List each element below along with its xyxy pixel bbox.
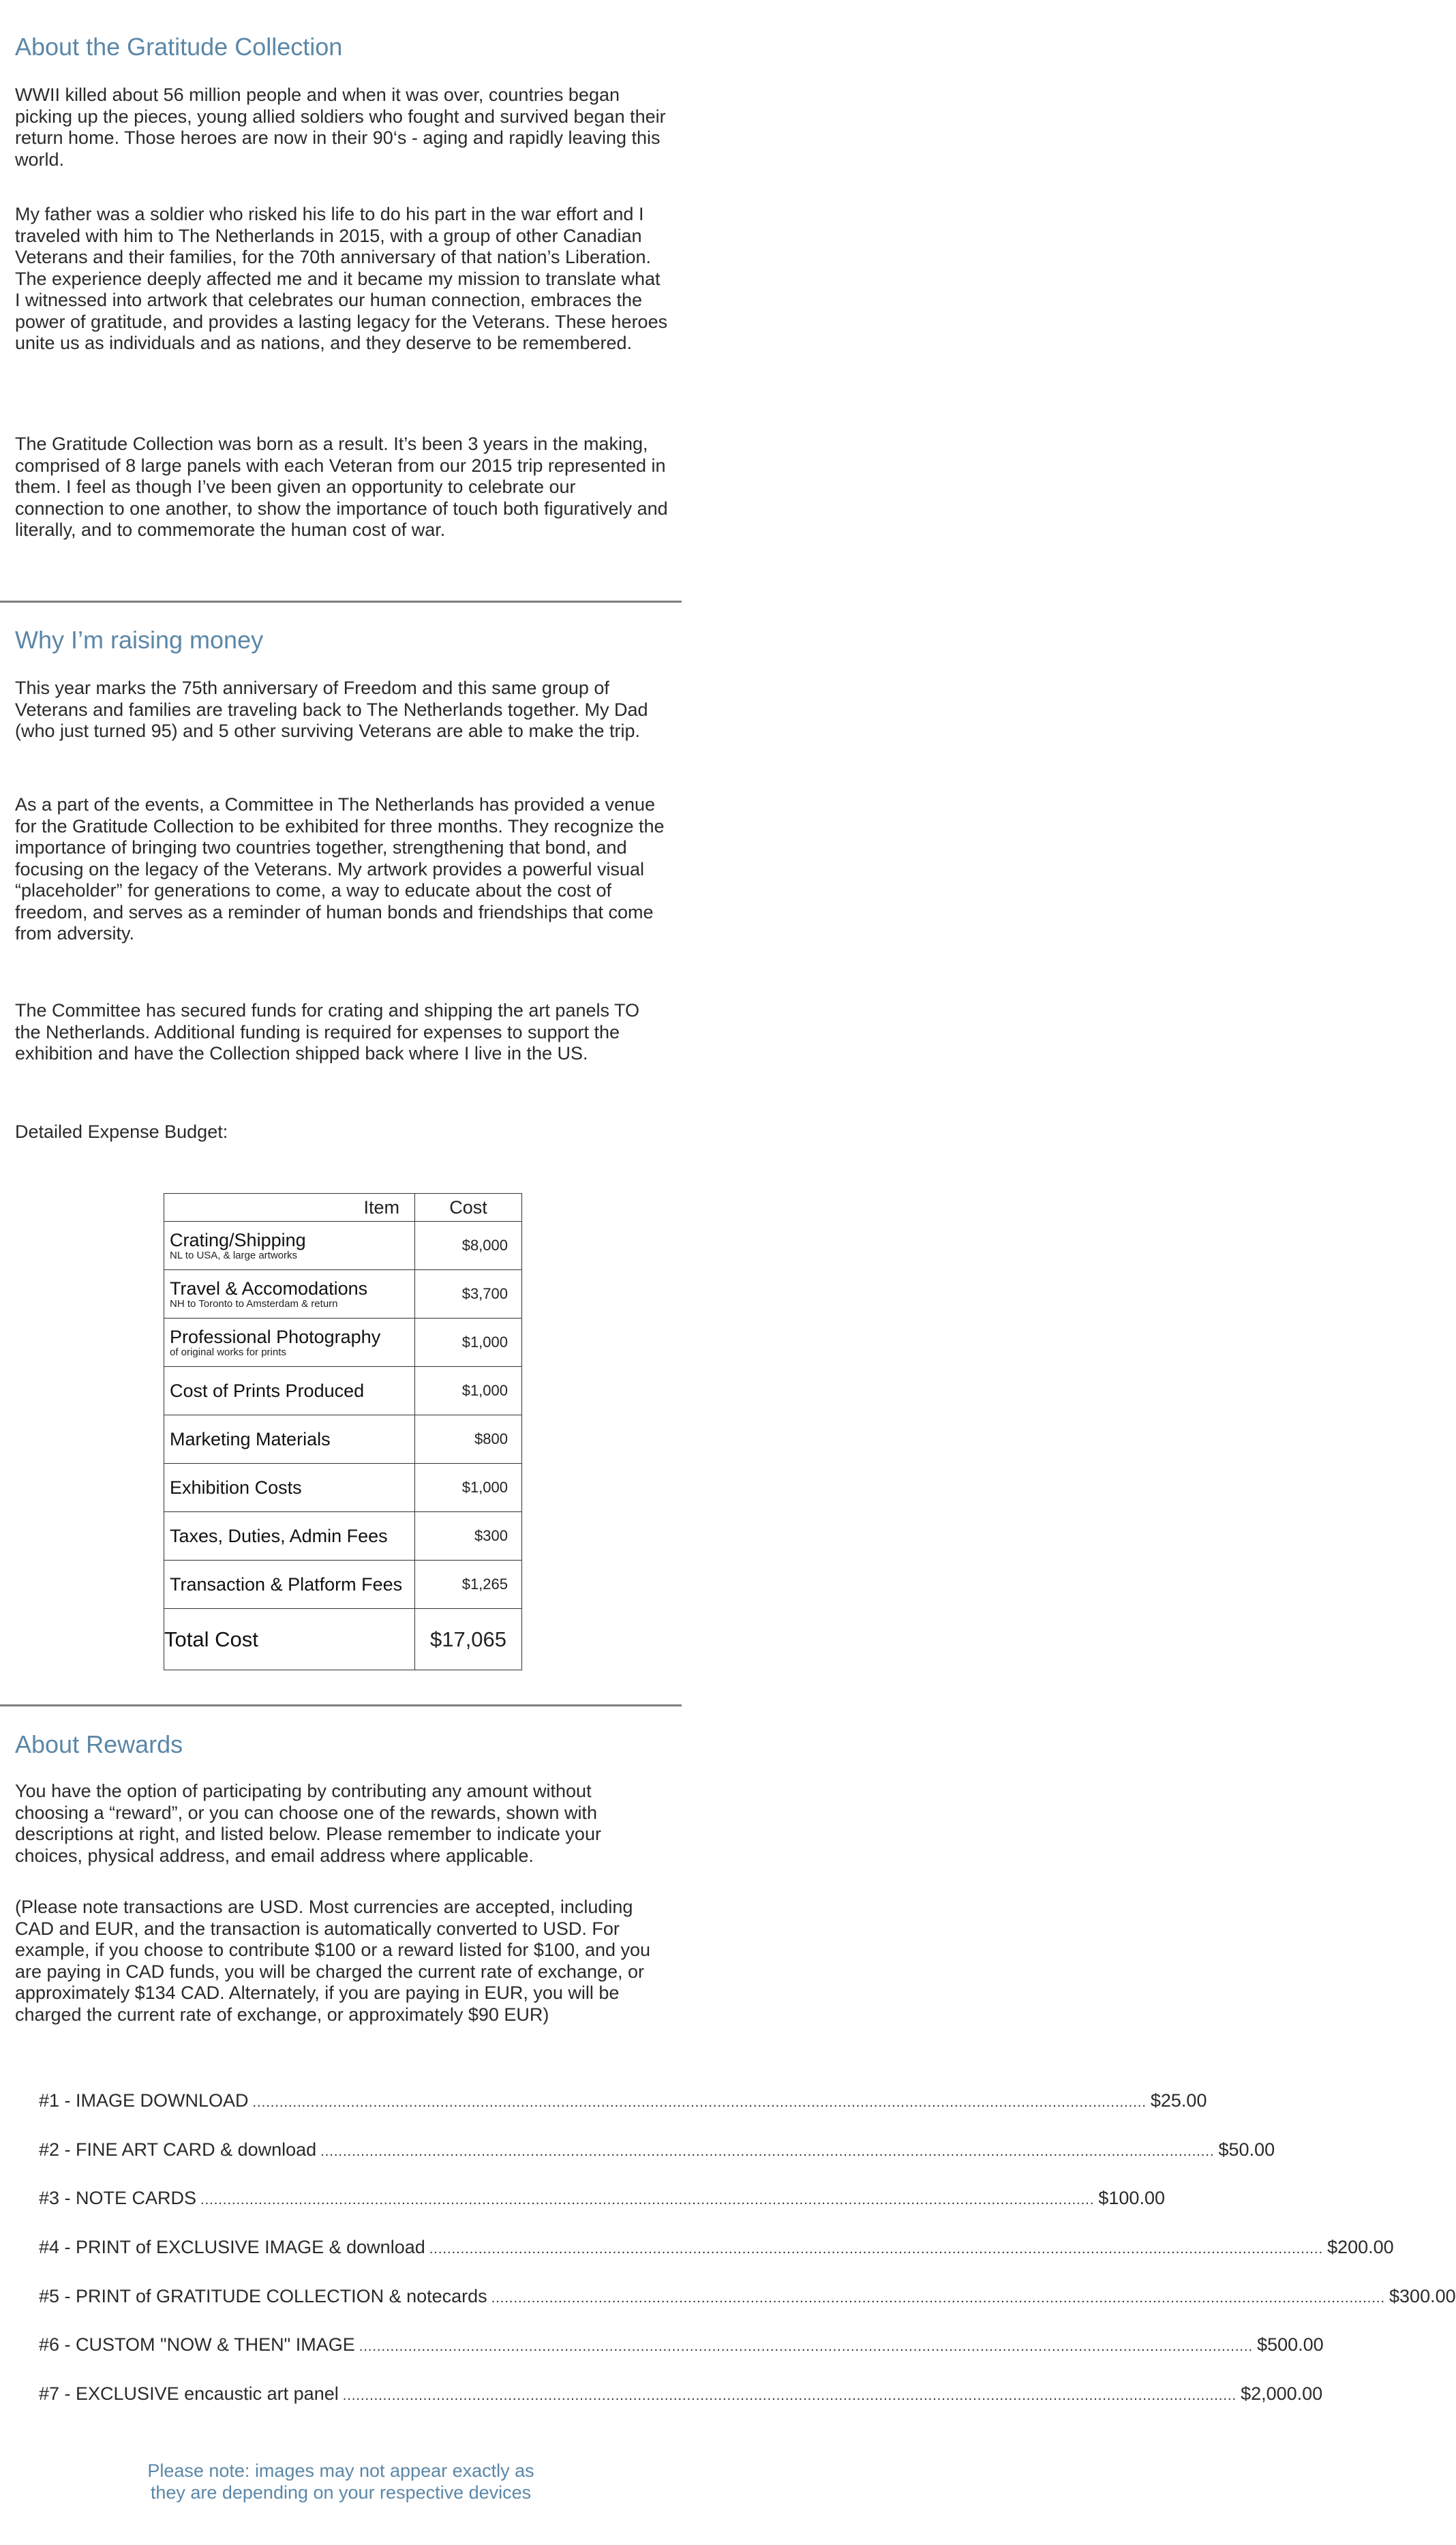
about-rewards-heading: About Rewards — [15, 1730, 183, 1758]
reward-price: $300.00 — [1389, 2286, 1456, 2306]
dot-leader: ........................................................................................................................................................................................................ — [252, 2095, 1147, 2110]
reward-label: #6 - CUSTOM "NOW & THEN" IMAGE — [39, 2334, 355, 2355]
rewards-paragraph-2: (Please note transactions are USD. Most currencies are accepted, including CAD and EUR, and the transaction is automatically converted to USD. For example, if you choose to contribute $100 or a reward listed for $100, and you are paying in CAD funds, you will be charged the current rate of exchange, or approximately $134 CAD. Alternately, if you are paying in EUR, you will be charged the current rate of exchange, or approximately $90 EUR) — [15, 1897, 651, 2025]
budget-item-cost: $1,000 — [415, 1367, 522, 1415]
budget-item-label: Cost of Prints Produced — [170, 1381, 365, 1401]
about-paragraph-1: WWII killed about 56 million people and when it was over, countries began picking up the pieces, young allied soldiers who fought and survived began their return home. Those heroes are now in their 90‘s - aging and rapidly leaving this world. — [15, 85, 666, 170]
budget-item-label: Taxes, Duties, Admin Fees — [170, 1526, 388, 1546]
budget-item-cost: $3,700 — [415, 1270, 522, 1319]
reward-price: $200.00 — [1327, 2237, 1394, 2257]
dot-leader: ........................................................................................................................................................................................................ — [429, 2242, 1324, 2257]
reward-price: $100.00 — [1098, 2188, 1165, 2208]
reward-price: $500.00 — [1257, 2334, 1324, 2355]
budget-item-cost: $1,265 — [415, 1561, 522, 1609]
reward-label: #2 - FINE ART CARD & download — [39, 2139, 317, 2160]
raising-money-heading: Why I’m raising money — [15, 626, 264, 654]
expense-budget-table — [164, 1193, 522, 1670]
rewards-paragraph-1: You have the option of participating by contributing any amount without choosing a “reward”, or you can choose one of the rewards, shown with descriptions at right, and listed below. Please remember to indicate your choices, physical address, and email address where applicable. — [15, 1781, 601, 1866]
reward-price: $2,000.00 — [1241, 2383, 1323, 2404]
reward-label: #7 - EXCLUSIVE encaustic art panel — [39, 2383, 339, 2404]
budget-item-label: Marketing Materials — [170, 1429, 331, 1449]
budget-item-cost: $1,000 — [415, 1464, 522, 1512]
budget-row — [164, 1415, 522, 1464]
reward-item[interactable] — [39, 2383, 1323, 2407]
budget-item-label: Transaction & Platform Fees — [170, 1574, 403, 1595]
budget-item-label: Professional Photography — [170, 1327, 381, 1347]
budget-item-cost: $300 — [415, 1512, 522, 1561]
budget-total-cost: $17,065 — [415, 1609, 522, 1670]
about-paragraph-2: My father was a soldier who risked his life to do his part in the war effort and I traveled with him to The Netherlands in 2015, with a group of other Canadian Veterans and their families, for the 70th anniversary of that nation’s Liberation. The experience deeply affected me and it became my mission to translate what I witnessed into artwork that celebrates our human connection, embraces the power of gratitude, and provides a lasting legacy for the Veterans. These heroes unite us as individuals and as nations, and they deserve to be remembered. — [15, 204, 668, 353]
reward-item[interactable] — [39, 2090, 1207, 2113]
budget-item-note: of original works for prints — [170, 1346, 286, 1358]
reward-label: #1 - IMAGE DOWNLOAD — [39, 2090, 249, 2111]
budget-item-cost: $1,000 — [415, 1319, 522, 1367]
reward-price: $50.00 — [1218, 2139, 1275, 2160]
budget-header-cost: Cost — [415, 1194, 522, 1222]
reward-item[interactable] — [39, 2188, 1165, 2211]
raising-paragraph-1: This year marks the 75th anniversary of Freedom and this same group of Veterans and families are traveling back to The Netherlands together. My Dad (who just turned 95) and 5 other surviving Veterans are able to make the trip. — [15, 678, 648, 741]
reward-price: $25.00 — [1150, 2090, 1207, 2111]
raising-paragraph-2: As a part of the events, a Committee in The Netherlands has provided a venue for the Gratitude Collection to be exhibited for three months. They recognize the importance of bringing two countries together, strengthening that bond, and focusing on the legacy of the Veterans. My artwork provides a powerful visual “placeholder” for generations to come, a way to educate about the cost of freedom, and serves as a reminder of human bonds and friendships that come from adversity. — [15, 794, 665, 944]
raising-paragraph-3: The Committee has secured funds for crating and shipping the art panels TO the Netherlands. Additional funding is required for expenses to support the exhibition and have the Collection shipped back where I live in the US. — [15, 1000, 640, 1064]
section-divider — [0, 601, 682, 603]
budget-item-note: NH to Toronto to Amsterdam & return — [170, 1298, 338, 1310]
budget-item-cost: $8,000 — [415, 1222, 522, 1270]
budget-header-item: Item — [164, 1194, 415, 1222]
reward-label: #5 - PRINT of GRATITUDE COLLECTION & notecards — [39, 2286, 487, 2306]
dot-leader: ........................................................................................................................................................................................................ — [200, 2193, 1095, 2208]
budget-total-label: Total Cost — [164, 1627, 258, 1651]
budget-row — [164, 1561, 522, 1609]
budget-item-label: Crating/Shipping — [170, 1230, 306, 1250]
device-display-note: Please note: images may not appear exactly as they are depending on your respective devices — [147, 2460, 534, 2503]
reward-label: #3 - NOTE CARDS — [39, 2188, 197, 2208]
budget-row — [164, 1222, 522, 1270]
budget-row — [164, 1367, 522, 1415]
reward-item[interactable] — [39, 2334, 1324, 2358]
dot-leader: ........................................................................................................................................................................................................ — [359, 2339, 1254, 2354]
budget-row — [164, 1270, 522, 1319]
expense-budget-label: Detailed Expense Budget: — [15, 1121, 228, 1142]
budget-item-note: NL to USA, & large artworks — [170, 1250, 298, 1261]
budget-item-label: Travel & Accomodations — [170, 1278, 368, 1299]
section-divider — [0, 1704, 682, 1706]
budget-row — [164, 1464, 522, 1512]
budget-item-label: Exhibition Costs — [170, 1477, 302, 1498]
about-collection-heading: About the Gratitude Collection — [15, 33, 343, 61]
about-paragraph-3: The Gratitude Collection was born as a result. It’s been 3 years in the making, comprised of 8 large panels with each Veteran from our 2015 trip represented in them. I feel as though I’ve been given an opportunity to celebrate our connection to one another, to show the importance of touch both figuratively and literally, and to commemorate the human cost of war. — [15, 434, 668, 540]
dot-leader: ........................................................................................................................................................................................................ — [491, 2291, 1386, 2306]
budget-row — [164, 1512, 522, 1561]
reward-item[interactable] — [39, 2237, 1394, 2260]
dot-leader: ........................................................................................................................................................................................................ — [320, 2144, 1215, 2159]
budget-row — [164, 1319, 522, 1367]
reward-label: #4 - PRINT of EXCLUSIVE IMAGE & download — [39, 2237, 425, 2257]
budget-total-row — [164, 1609, 522, 1670]
reward-item[interactable] — [39, 2286, 1456, 2309]
reward-item[interactable] — [39, 2139, 1275, 2163]
budget-item-cost: $800 — [415, 1415, 522, 1464]
dot-leader: ........................................................................................................................................................................................................ — [342, 2388, 1237, 2403]
